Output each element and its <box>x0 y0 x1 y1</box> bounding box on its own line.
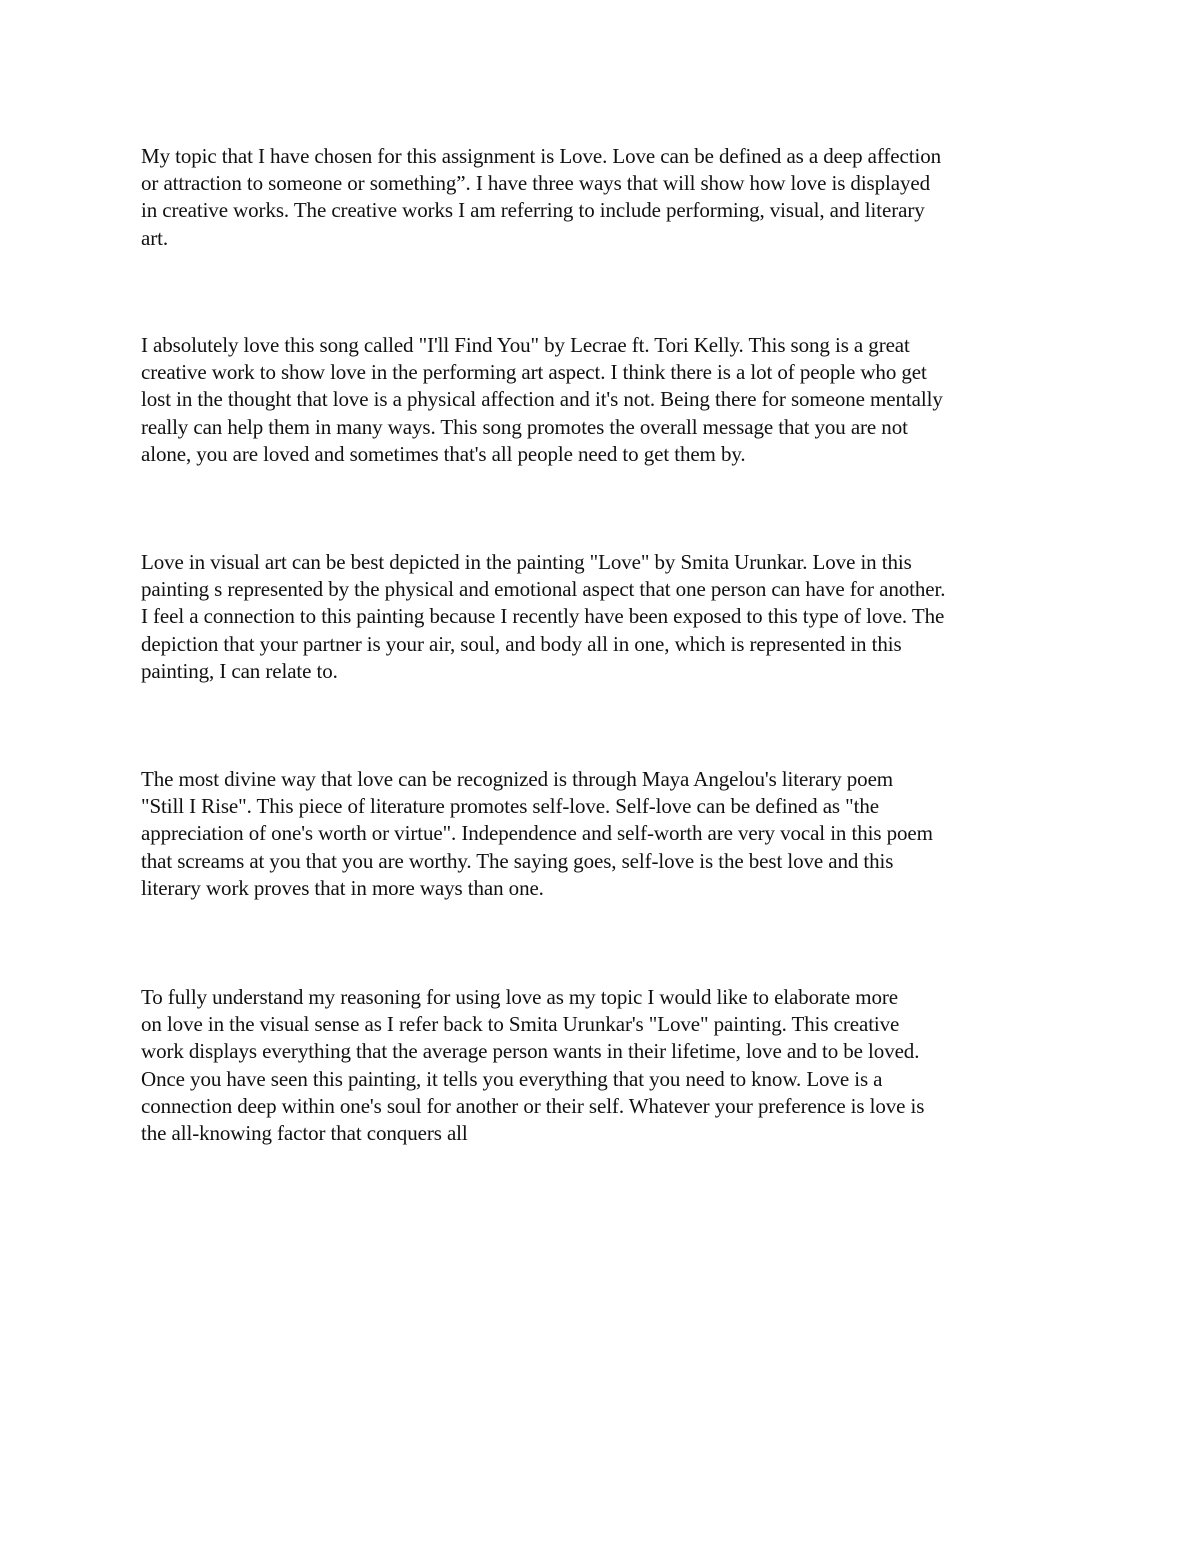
text-line: The most divine way that love can be recognized is through Maya Angelou's literary poem <box>141 767 894 791</box>
text-line: Love in visual art can be best depicted in the painting "Love" by Smita Urunkar. Love in this <box>141 550 912 574</box>
text-line: the all-knowing factor that conquers all <box>141 1120 468 1145</box>
text-line: lost in the thought that love is a physical affection and it's not. Being there for someone mentally <box>141 387 943 412</box>
text-line: painting, I can relate to. <box>141 658 338 683</box>
text-line: connection deep within one's soul for another or their self. Whatever your preference is love is <box>141 1093 925 1118</box>
text-line: painting s represented by the physical and emotional aspect that one person can have for another. <box>141 577 946 602</box>
text-line: appreciation of one's worth or virtue". Independence and self-worth are very vocal in this poem <box>141 821 933 846</box>
text-line: that screams at you that you are worthy. The saying goes, self-love is the best love and this <box>141 848 894 873</box>
text-line: I feel a connection to this painting because I recently have been exposed to this type of love. The <box>141 604 945 629</box>
paragraph-performing-art <box>141 332 1061 468</box>
text-line: To fully understand my reasoning for using love as my topic I would like to elaborate more <box>141 985 899 1009</box>
text-line: or attraction to someone or something”. I have three ways that will show how love is displayed <box>141 171 931 196</box>
paragraph-topic-intro <box>141 143 1061 252</box>
text-line: "Still I Rise". This piece of literature promotes self-love. Self-love can be defined as "the <box>141 794 879 819</box>
text-line: literary work proves that in more ways than one. <box>141 875 544 900</box>
text-line: really can help them in many ways. This song promotes the overall message that you are not <box>141 414 908 439</box>
text-line: work displays everything that the average person wants in their lifetime, love and to be loved. <box>141 1039 920 1064</box>
text-line: Once you have seen this painting, it tells you everything that you need to know. Love is a <box>141 1066 883 1091</box>
paragraph-conclusion <box>141 984 1061 1147</box>
text-line: in creative works. The creative works I am referring to include performing, visual, and literary <box>141 198 925 223</box>
paragraph-literary-art <box>141 766 1061 902</box>
paragraph-visual-art <box>141 549 1061 685</box>
text-line: I absolutely love this song called "I'll Find You" by Lecrae ft. Tori Kelly. This song is a great <box>141 333 910 357</box>
text-line: My topic that I have chosen for this assignment is Love. Love can be defined as a deep affection <box>141 144 941 168</box>
text-line: depiction that your partner is your air, soul, and body all in one, which is represented in this <box>141 631 902 656</box>
text-line: art. <box>141 225 168 250</box>
text-line: creative work to show love in the performing art aspect. I think there is a lot of people who get <box>141 360 927 385</box>
text-line: alone, you are loved and sometimes that's all people need to get them by. <box>141 441 746 466</box>
text-line: on love in the visual sense as I refer back to Smita Urunkar's "Love" painting. This creative <box>141 1012 900 1037</box>
